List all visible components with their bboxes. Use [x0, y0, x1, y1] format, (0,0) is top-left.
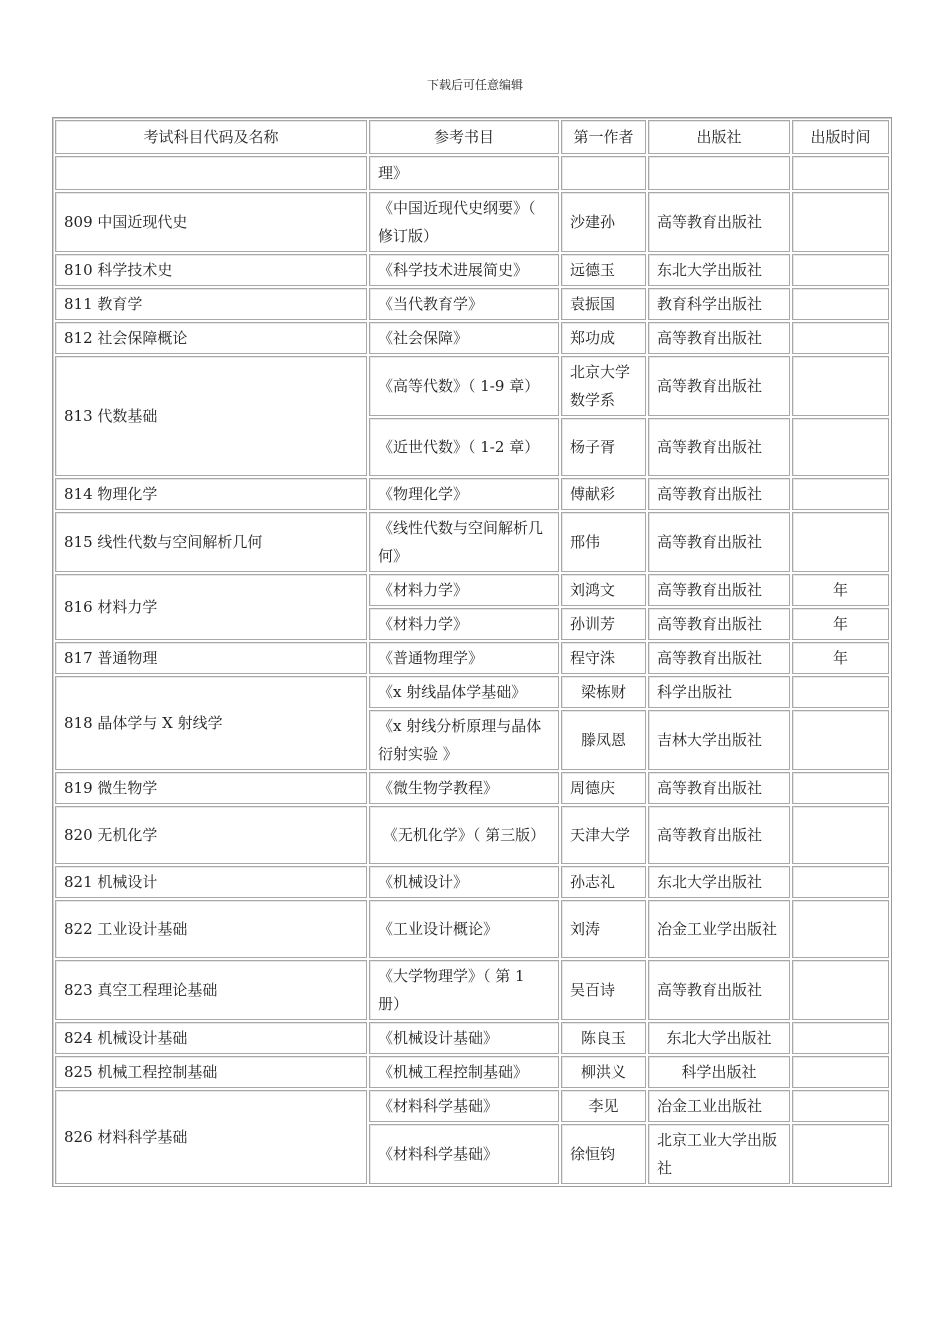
- book-cell: 《微生物学教程》: [369, 772, 559, 804]
- publisher-cell: 高等教育出版社: [648, 642, 790, 674]
- publisher-cell: 北京工业大学出版社: [648, 1124, 790, 1184]
- author-cell: 远德玉: [561, 254, 646, 286]
- author-cell: 沙建孙: [561, 192, 646, 252]
- table-row: [55, 676, 889, 708]
- page-header-note: 下载后可任意编辑: [426, 78, 523, 92]
- table-row: [55, 156, 889, 190]
- author-cell: 孙志礼: [561, 866, 646, 898]
- author-cell: 郑功成: [561, 322, 646, 354]
- table-row: [55, 288, 889, 320]
- book-cell: 《当代教育学》: [369, 288, 559, 320]
- subject-cell: [55, 156, 367, 190]
- publisher-cell: 高等教育出版社: [648, 772, 790, 804]
- author-cell: 梁栋财: [561, 676, 646, 708]
- table-row: [55, 960, 889, 1020]
- subject-cell: 825 机械工程控制基础: [55, 1056, 367, 1088]
- author-cell: 刘鸿文: [561, 574, 646, 606]
- subject-cell: 811 教育学: [55, 288, 367, 320]
- book-cell: 《大学物理学》（ 第 1 册）: [369, 960, 559, 1020]
- year-cell: 年: [792, 574, 889, 606]
- year-cell: [792, 710, 889, 770]
- exam-reference-table: [52, 117, 892, 1187]
- subject-cell: 813 代数基础: [55, 356, 367, 476]
- table-row: [55, 642, 889, 674]
- book-cell: 《社会保障》: [369, 322, 559, 354]
- subject-cell: 816 材料力学: [55, 574, 367, 640]
- publisher-cell: 高等教育出版社: [648, 806, 790, 864]
- publisher-cell: 高等教育出版社: [648, 512, 790, 572]
- book-cell: 《近世代数》（ 1-2 章）: [369, 418, 559, 476]
- book-cell: 《高等代数》（ 1-9 章）: [369, 356, 559, 416]
- book-cell: 《机械工程控制基础》: [369, 1056, 559, 1088]
- subject-cell: 814 物理化学: [55, 478, 367, 510]
- book-cell: 《x 射线分析原理与晶体衍射实验 》: [369, 710, 559, 770]
- table-row: [55, 772, 889, 804]
- subject-cell: 822 工业设计基础: [55, 900, 367, 958]
- author-cell: 刘涛: [561, 900, 646, 958]
- year-cell: [792, 806, 889, 864]
- publisher-cell: 高等教育出版社: [648, 322, 790, 354]
- author-cell: 袁振国: [561, 288, 646, 320]
- column-header-book: 参考书目: [369, 120, 559, 154]
- publisher-cell: 东北大学出版社: [648, 866, 790, 898]
- year-cell: [792, 676, 889, 708]
- publisher-cell: 吉林大学出版社: [648, 710, 790, 770]
- book-cell: 《材料科学基础》: [369, 1124, 559, 1184]
- year-cell: [792, 356, 889, 416]
- subject-cell: 826 材料科学基础: [55, 1090, 367, 1184]
- publisher-cell: 高等教育出版社: [648, 356, 790, 416]
- publisher-cell: 冶金工业学出版社: [648, 900, 790, 958]
- book-cell: 《普通物理学》: [369, 642, 559, 674]
- year-cell: [792, 960, 889, 1020]
- book-cell: 《机械设计基础》: [369, 1022, 559, 1054]
- subject-cell: 817 普通物理: [55, 642, 367, 674]
- column-header-year: 出版时间: [792, 120, 889, 154]
- table-row: [55, 866, 889, 898]
- author-cell: 李见: [561, 1090, 646, 1122]
- subject-cell: 821 机械设计: [55, 866, 367, 898]
- year-cell: [792, 418, 889, 476]
- column-header-author: 第一作者: [561, 120, 646, 154]
- subject-cell: 823 真空工程理论基础: [55, 960, 367, 1020]
- year-cell: [792, 254, 889, 286]
- book-cell: 《科学技术进展简史》: [369, 254, 559, 286]
- book-cell: 《中国近现代史纲要》（ 修订版）: [369, 192, 559, 252]
- table-row: [55, 322, 889, 354]
- year-cell: [792, 478, 889, 510]
- year-cell: 年: [792, 642, 889, 674]
- author-cell: 徐恒钧: [561, 1124, 646, 1184]
- author-cell: 柳洪义: [561, 1056, 646, 1088]
- year-cell: [792, 156, 889, 190]
- author-cell: 天津大学: [561, 806, 646, 864]
- author-cell: 周德庆: [561, 772, 646, 804]
- publisher-cell: 教育科学出版社: [648, 288, 790, 320]
- book-cell: 《物理化学》: [369, 478, 559, 510]
- column-header-publisher: 出版社: [648, 120, 790, 154]
- publisher-cell: 高等教育出版社: [648, 574, 790, 606]
- book-cell: 《材料力学》: [369, 574, 559, 606]
- subject-cell: 812 社会保障概论: [55, 322, 367, 354]
- publisher-cell: 高等教育出版社: [648, 418, 790, 476]
- publisher-cell: [648, 156, 790, 190]
- subject-cell: 810 科学技术史: [55, 254, 367, 286]
- author-cell: 傅献彩: [561, 478, 646, 510]
- publisher-cell: 高等教育出版社: [648, 960, 790, 1020]
- table-row: [55, 254, 889, 286]
- author-cell: 陈良玉: [561, 1022, 646, 1054]
- subject-cell: 820 无机化学: [55, 806, 367, 864]
- book-cell: 理》: [369, 156, 559, 190]
- book-cell: 《线性代数与空间解析几何》: [369, 512, 559, 572]
- year-cell: [792, 900, 889, 958]
- table-row: [55, 1022, 889, 1054]
- year-cell: [792, 322, 889, 354]
- subject-cell: 815 线性代数与空间解析几何: [55, 512, 367, 572]
- year-cell: [792, 288, 889, 320]
- publisher-cell: 高等教育出版社: [648, 192, 790, 252]
- publisher-cell: 科学出版社: [648, 676, 790, 708]
- publisher-cell: 高等教育出版社: [648, 608, 790, 640]
- author-cell: 吴百诗: [561, 960, 646, 1020]
- year-cell: [792, 1124, 889, 1184]
- publisher-cell: 冶金工业出版社: [648, 1090, 790, 1122]
- table-row: [55, 356, 889, 416]
- publisher-cell: 东北大学出版社: [648, 1022, 790, 1054]
- book-cell: 《材料科学基础》: [369, 1090, 559, 1122]
- author-cell: 邢伟: [561, 512, 646, 572]
- subject-cell: 818 晶体学与 X 射线学: [55, 676, 367, 770]
- year-cell: [792, 192, 889, 252]
- table-row: [55, 192, 889, 252]
- year-cell: [792, 1022, 889, 1054]
- year-cell: [792, 1056, 889, 1088]
- book-cell: 《无机化学》（ 第三版）: [369, 806, 559, 864]
- year-cell: [792, 866, 889, 898]
- subject-cell: 819 微生物学: [55, 772, 367, 804]
- column-header-subject: 考试科目代码及名称: [55, 120, 367, 154]
- year-cell: 年: [792, 608, 889, 640]
- table-row: [55, 512, 889, 572]
- table-row: [55, 1056, 889, 1088]
- year-cell: [792, 1090, 889, 1122]
- author-cell: 程守洙: [561, 642, 646, 674]
- book-cell: 《机械设计》: [369, 866, 559, 898]
- table-row: [55, 574, 889, 606]
- publisher-cell: 东北大学出版社: [648, 254, 790, 286]
- book-cell: 《x 射线晶体学基础》: [369, 676, 559, 708]
- table-row: [55, 478, 889, 510]
- publisher-cell: 高等教育出版社: [648, 478, 790, 510]
- book-cell: 《材料力学》: [369, 608, 559, 640]
- author-cell: 北京大学数学系: [561, 356, 646, 416]
- publisher-cell: 科学出版社: [648, 1056, 790, 1088]
- year-cell: [792, 512, 889, 572]
- year-cell: [792, 772, 889, 804]
- table-row: [55, 900, 889, 958]
- author-cell: 杨子胥: [561, 418, 646, 476]
- subject-cell: 824 机械设计基础: [55, 1022, 367, 1054]
- author-cell: 滕凤恩: [561, 710, 646, 770]
- table-row: [55, 1090, 889, 1122]
- table-header-row: [55, 120, 889, 154]
- author-cell: 孙训芳: [561, 608, 646, 640]
- author-cell: [561, 156, 646, 190]
- book-cell: 《工业设计概论》: [369, 900, 559, 958]
- subject-cell: 809 中国近现代史: [55, 192, 367, 252]
- table-row: [55, 806, 889, 864]
